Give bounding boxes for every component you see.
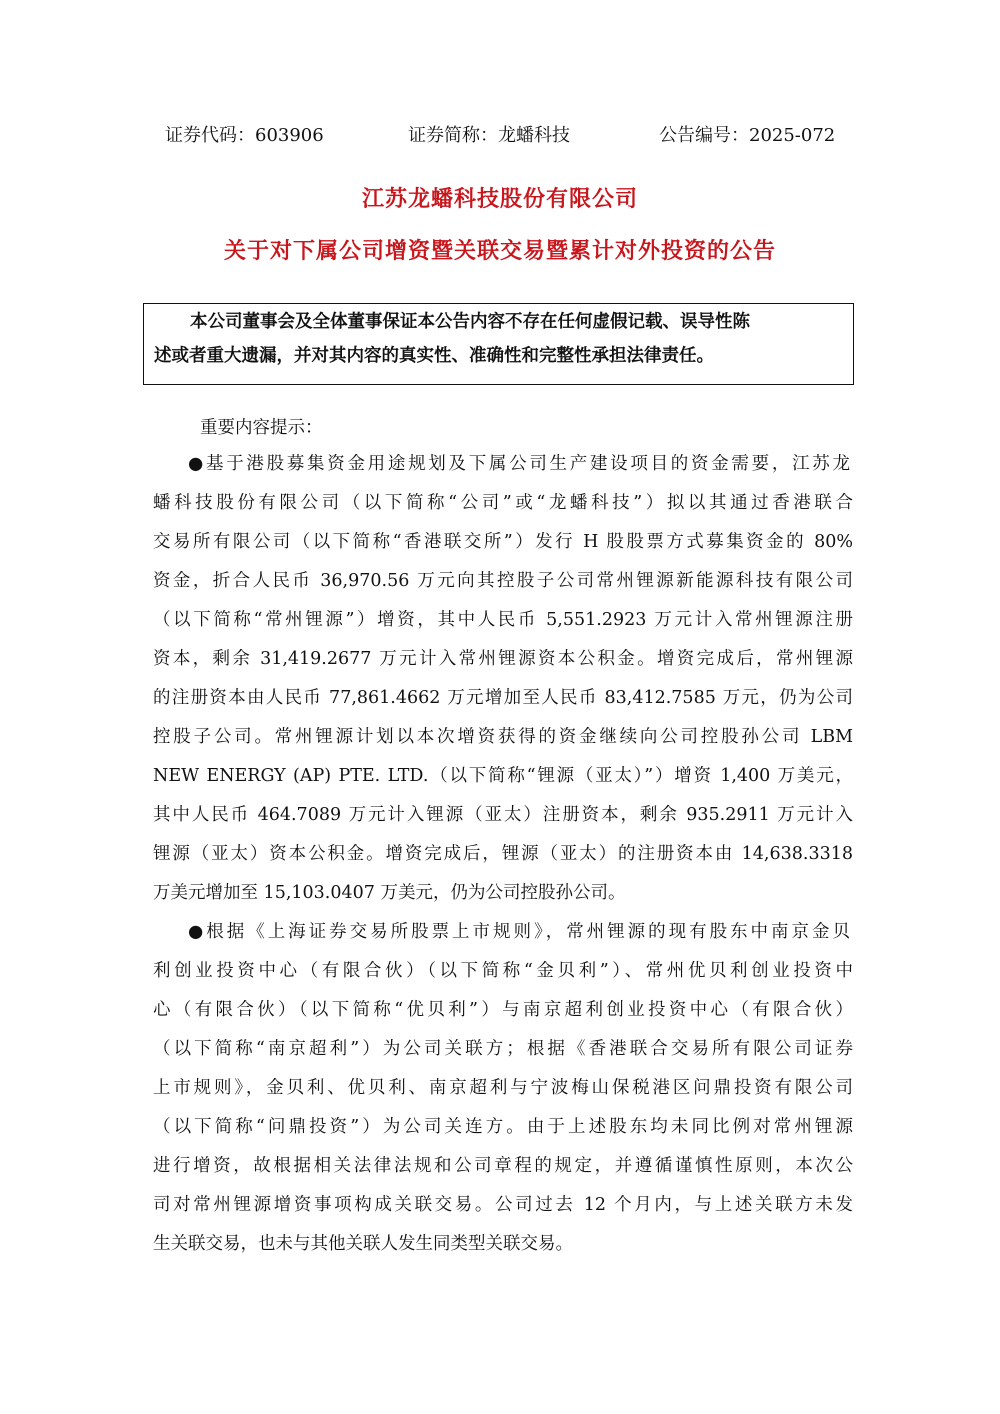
body-line: 心（有限合伙）（以下简称“优贝利”）与南京超利创业投资中心（有限合伙） [153,1000,853,1020]
notice-number: 公告编号：2025-072 [659,125,836,146]
company-title: 江苏龙蟠科技股份有限公司 [361,187,638,212]
body-line: 锂源（亚太）资本公积金。增资完成后，锂源（亚太）的注册资本由 14,638.3318 [153,844,853,864]
body-line: 生关联交易，也未与其他关联人发生同类型关联交易。 [153,1234,573,1254]
body-line: （以下简称“常州锂源”）增资，其中人民币 5,551.2923 万元计入常州锂源注册 [153,610,853,630]
body-line: 司对常州锂源增资事项构成关联交易。公司过去 12 个月内，与上述关联方未发 [153,1195,853,1215]
body-line: 资金，折合人民币 36,970.56 万元向其控股子公司常州锂源新能源科技有限公司 [153,571,853,591]
body-line: （以下简称“问鼎投资”）为公司关连方。由于上述股东均未同比例对常州锂源 [153,1117,853,1137]
body-line: 交易所有限公司（以下简称“香港联交所”）发行 H 股股票方式募集资金的 80% [153,532,853,552]
body-line: 蟠科技股份有限公司（以下简称“公司”或“龙蟠科技”）拟以其通过香港联合 [153,493,853,513]
body-line: ●根据《上海证券交易所股票上市规则》，常州锂源的现有股东中南京金贝 [188,922,850,942]
body-line: 万美元增加至 15,103.0407 万美元，仍为公司控股孙公司。 [153,883,626,903]
body-line: 控股子公司。常州锂源计划以本次增资获得的资金继续向公司控股孙公司 LBM [153,727,853,747]
body-line: 资本，剩余 31,419.2677 万元计入常州锂源资本公积金。增资完成后，常州锂源 [153,649,853,669]
body-line: （以下简称“南京超利”）为公司关联方；根据《香港联合交易所有限公司证券 [153,1039,853,1059]
body-line: ●基于港股募集资金用途规划及下属公司生产建设项目的资金需要，江苏龙 [188,454,850,474]
tips-heading: 重要内容提示： [200,418,323,438]
body-line: 进行增资，故根据相关法律法规和公司章程的规定，并遵循谨慎性原则，本次公 [153,1156,853,1176]
board-statement-box [143,303,854,385]
body-line: 其中人民币 464.7089 万元计入锂源（亚太）注册资本，剩余 935.2911 万元计入 [153,805,853,825]
body-line: 上市规则》，金贝利、优贝利、南京超利与宁波梅山保税港区问鼎投资有限公司 [153,1078,853,1098]
body-line: NEW ENERGY (AP) PTE. LTD.（以下简称“锂源（亚太）”）增资 1,400 万美元， [153,766,853,786]
security-abbreviation: 证券简称：龙蟠科技 [408,125,570,146]
security-code: 证券代码：603906 [165,125,324,146]
body-line: 的注册资本由人民币 77,861.4662 万元增加至人民币 83,412.7585 万元，仍为公司 [153,688,853,708]
announcement-title: 关于对下属公司增资暨关联交易暨累计对外投资的公告 [223,239,776,264]
body-line: 利创业投资中心（有限合伙）（以下简称“金贝利”）、常州优贝利创业投资中 [153,961,853,981]
statement-line: 本公司董事会及全体董事保证本公告内容不存在任何虚假记载、误导性陈 [190,312,750,332]
statement-line: 述或者重大遗漏，并对其内容的真实性、准确性和完整性承担法律责任。 [154,346,714,366]
document-header [165,122,845,150]
